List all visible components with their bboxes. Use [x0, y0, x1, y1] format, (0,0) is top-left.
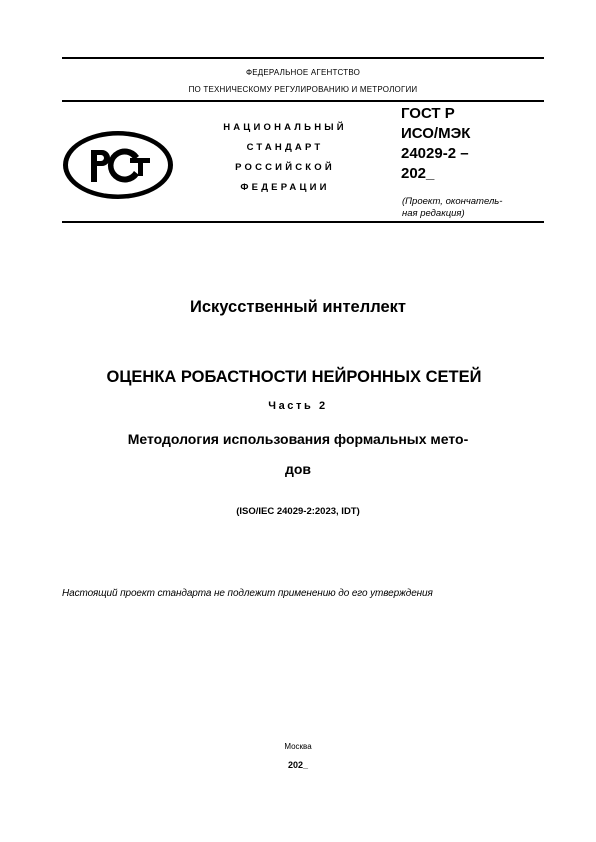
national-standard-line-2: СТАНДАРТ: [246, 142, 324, 153]
top-rule: [62, 57, 544, 59]
designation-line-1: ГОСТ Р: [401, 105, 455, 122]
publication-city: Москва: [284, 742, 312, 751]
document-heading: ОЦЕНКА РОБАСТНОСТИ НЕЙРОННЫХ СЕТЕЙ: [106, 368, 482, 386]
designation-note-line-1: (Проект, окончатель-: [402, 196, 503, 207]
designation-note-line-2: ная редакция): [402, 208, 465, 219]
part-label: Часть 2: [268, 400, 328, 412]
iso-reference: (ISO/IEC 24029-2:2023, IDT): [236, 506, 360, 517]
national-standard-line-4: ФЕДЕРАЦИИ: [240, 182, 330, 193]
header-bottom-rule: [62, 221, 544, 223]
designation-note: [402, 196, 552, 220]
national-standard-line-1: НАЦИОНАЛЬНЫЙ: [223, 122, 347, 133]
national-standard-label: [200, 118, 370, 198]
agency-line-2: ПО ТЕХНИЧЕСКОМУ РЕГУЛИРОВАНИЮ И МЕТРОЛОГИИ: [188, 85, 418, 94]
draft-notice: Настоящий проект стандарта не подлежит применению до его утверждения: [62, 588, 433, 599]
subtitle-line-2: дов: [284, 461, 312, 477]
rst-logo-icon: [60, 129, 176, 201]
designation-line-3: 24029-2 –: [401, 145, 469, 162]
publication-year: 202_: [287, 760, 309, 770]
designation-line-2: ИСО/МЭК: [401, 125, 471, 142]
rst-logo: [60, 129, 176, 201]
subtitle-line-1: Методология использования формальных мето-: [127, 431, 469, 447]
agency-line-1: ФЕДЕРАЛЬНОЕ АГЕНТСТВО: [245, 68, 361, 77]
document-subtitle: [0, 424, 596, 484]
standard-designation: [401, 104, 551, 184]
header-rule: [62, 100, 544, 102]
document-main-title: Искусственный интеллект: [190, 298, 406, 316]
designation-line-4: 202_: [401, 165, 435, 182]
national-standard-line-3: РОССИЙСКОЙ: [235, 162, 335, 173]
